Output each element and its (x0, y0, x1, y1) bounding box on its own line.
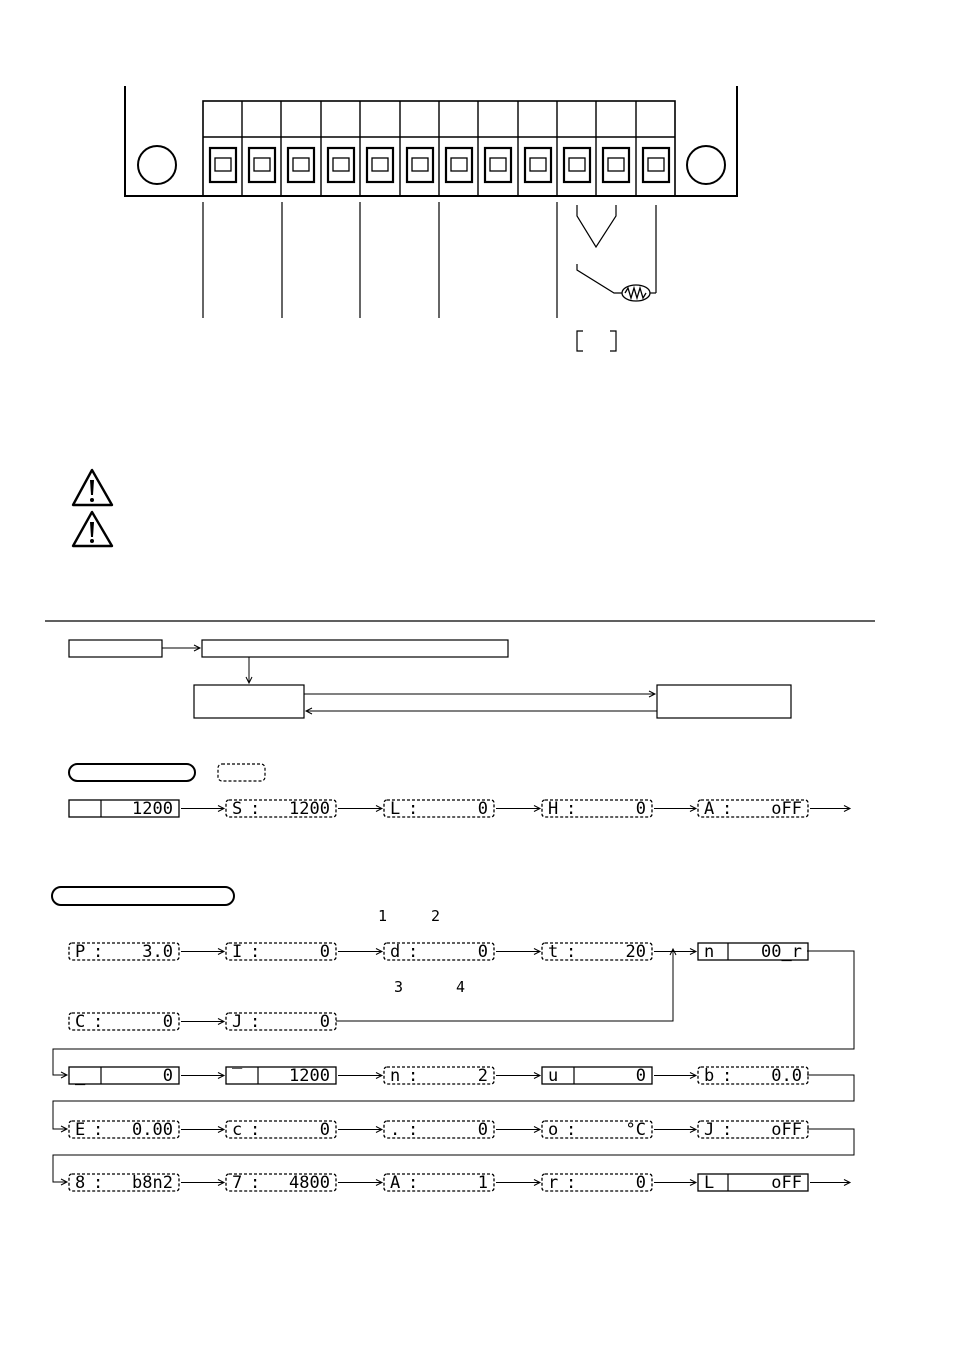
flow-arrow (496, 1073, 540, 1079)
flow-arrow (338, 806, 382, 812)
menu-param-symbol: n (390, 1066, 401, 1086)
menu-param-value: 0 (162, 1066, 173, 1086)
menu-separator: : (93, 1120, 104, 1140)
menu-display-box (384, 1120, 494, 1140)
menu-param-value: 00_r (761, 942, 802, 962)
menu-param-symbol: ‾ (232, 1066, 243, 1086)
menu-param-symbol: o (548, 1120, 559, 1140)
menu-param-symbol: L (704, 1173, 715, 1193)
menu-display-box (384, 1066, 494, 1086)
menu-param-value: 1200 (289, 1066, 330, 1086)
menu-param-value: 3.0 (142, 942, 173, 962)
flow-arrow (810, 1180, 850, 1186)
menu-display-box (226, 1012, 336, 1032)
menu-separator: : (408, 1066, 419, 1086)
menu-display-box (226, 1120, 336, 1140)
menu-param-value: 1200 (289, 799, 330, 819)
menu-display-box (226, 942, 336, 962)
menu-display-box (698, 942, 808, 962)
menu-param-value: 0 (477, 1120, 488, 1140)
menu-display-box (542, 1173, 652, 1193)
flow-arrow (181, 1127, 224, 1133)
menu-separator: : (408, 799, 419, 819)
menu-separator: : (722, 1120, 733, 1140)
menu-param-value: °C (625, 1120, 646, 1140)
label-3: 3 (394, 978, 404, 996)
menu-param-symbol: I (232, 942, 243, 962)
menu-param-symbol: . (390, 1120, 401, 1140)
menu-separator: : (566, 1173, 577, 1193)
menu-param-value: 2 (477, 1066, 488, 1086)
menu-separator: : (250, 1012, 261, 1032)
label-2: 2 (431, 907, 441, 925)
menu-param-symbol: u (548, 1066, 559, 1086)
menu-display-box (69, 1012, 179, 1032)
label-4: 4 (456, 978, 466, 996)
menu-param-value: 0 (319, 942, 330, 962)
menu-separator: : (250, 1120, 261, 1140)
menu-param-symbol: C (75, 1012, 86, 1032)
menu-separator: : (408, 1120, 419, 1140)
flow-arrow (181, 949, 224, 955)
flow-arrow (654, 806, 696, 812)
menu-param-value: 0 (319, 1012, 330, 1032)
warning-icon (73, 512, 112, 546)
flow-arrow (181, 1180, 224, 1186)
menu-display-box (226, 799, 336, 819)
menu-display-box (69, 1173, 179, 1193)
label-1: 1 (378, 907, 388, 925)
flow-arrow (181, 806, 224, 812)
menu-display-box (542, 799, 652, 819)
wiring-lines (203, 202, 656, 351)
menu-layer (69, 799, 850, 1193)
menu-param-symbol: 8 (75, 1173, 86, 1193)
menu-display-box (69, 1120, 179, 1140)
menu-separator: : (93, 1012, 104, 1032)
menu-param-symbol: d (390, 942, 401, 962)
menu-separator: : (93, 1173, 104, 1193)
menu-display-box (698, 799, 808, 819)
menu-display-box (698, 1066, 808, 1086)
menu-param-symbol: S (232, 799, 243, 819)
flow-arrow (181, 1019, 224, 1025)
warning-icon (73, 470, 112, 505)
menu-display-box (542, 1120, 652, 1140)
menu-param-symbol: E (75, 1120, 86, 1140)
flow-arrow (496, 806, 540, 812)
menu-param-value: 0 (319, 1120, 330, 1140)
menu-separator: : (722, 799, 733, 819)
flow-arrow (338, 1127, 382, 1133)
menu-separator: : (722, 1066, 733, 1086)
menu-param-value: oFF (771, 799, 802, 819)
menu-param-value: 0 (477, 942, 488, 962)
menu-display-box (384, 1173, 494, 1193)
mounting-holes (138, 146, 725, 184)
menu-param-value: 1200 (132, 799, 173, 819)
menu-separator: : (408, 942, 419, 962)
menu-param-symbol: J (232, 1012, 243, 1032)
menu-param-symbol: J (704, 1120, 715, 1140)
menu-param-symbol: b (704, 1066, 715, 1086)
menu-display-box (384, 942, 494, 962)
flow-arrow (654, 1180, 696, 1186)
menu-separator: : (408, 1173, 419, 1193)
flow-arrow (496, 949, 540, 955)
menu-param-value: 0 (635, 799, 646, 819)
menu-param-value: 0.00 (132, 1120, 173, 1140)
menu-param-value: 4800 (289, 1173, 330, 1193)
menu-display-box (542, 942, 652, 962)
flow-arrow (496, 1180, 540, 1186)
menu-param-symbol: r (548, 1173, 559, 1193)
menu-param-value: 0.0 (771, 1066, 802, 1086)
menu-param-value: 0 (162, 1012, 173, 1032)
menu-param-value: 20 (625, 942, 646, 962)
menu-param-value: 0 (635, 1173, 646, 1193)
menu-param-value: b8n2 (132, 1173, 173, 1193)
menu-display-box (226, 1066, 336, 1086)
menu-display-box (542, 1066, 652, 1086)
menu-param-symbol: 7 (232, 1173, 243, 1193)
terminal-block (125, 86, 737, 197)
menu-display-box (698, 1173, 808, 1193)
flow-arrow (496, 1127, 540, 1133)
menu-display-box (69, 942, 179, 962)
flow-arrows (162, 645, 657, 714)
flow-arrow (654, 1073, 696, 1079)
menu-separator: : (250, 799, 261, 819)
menu-param-symbol: c (232, 1120, 243, 1140)
menu-param-value: 1 (477, 1173, 488, 1193)
flow-arrow (181, 1073, 224, 1079)
menu-param-value: 0 (635, 1066, 646, 1086)
flow-boxes (52, 640, 791, 905)
flow-arrow (338, 949, 382, 955)
menu-param-value: oFF (771, 1173, 802, 1193)
menu-param-symbol: H (548, 799, 559, 819)
menu-display-box (69, 1066, 179, 1086)
menu-separator: : (566, 942, 577, 962)
menu-param-value: oFF (771, 1120, 802, 1140)
menu-separator: : (250, 942, 261, 962)
resistor-icon (622, 285, 650, 301)
menu-param-value: 0 (477, 799, 488, 819)
flow-arrow (654, 1127, 696, 1133)
menu-param-symbol: A (390, 1173, 401, 1193)
menu-param-symbol: t (548, 942, 559, 962)
menu-param-symbol: _ (75, 1066, 86, 1086)
menu-param-symbol: n (704, 942, 715, 962)
menu-param-symbol: L (390, 799, 401, 819)
menu-separator: : (250, 1173, 261, 1193)
menu-separator: : (93, 942, 104, 962)
menu-display-box (226, 1173, 336, 1193)
menu-display-box (698, 1120, 808, 1140)
menu-separator: : (566, 1120, 577, 1140)
menu-param-symbol: A (704, 799, 715, 819)
menu-param-symbol: P (75, 942, 86, 962)
menu-separator: : (566, 799, 577, 819)
menu-display-box (384, 799, 494, 819)
flow-arrow (810, 806, 850, 812)
flow-arrow (338, 1073, 382, 1079)
flow-arrow (338, 1180, 382, 1186)
menu-display-box (69, 799, 179, 819)
